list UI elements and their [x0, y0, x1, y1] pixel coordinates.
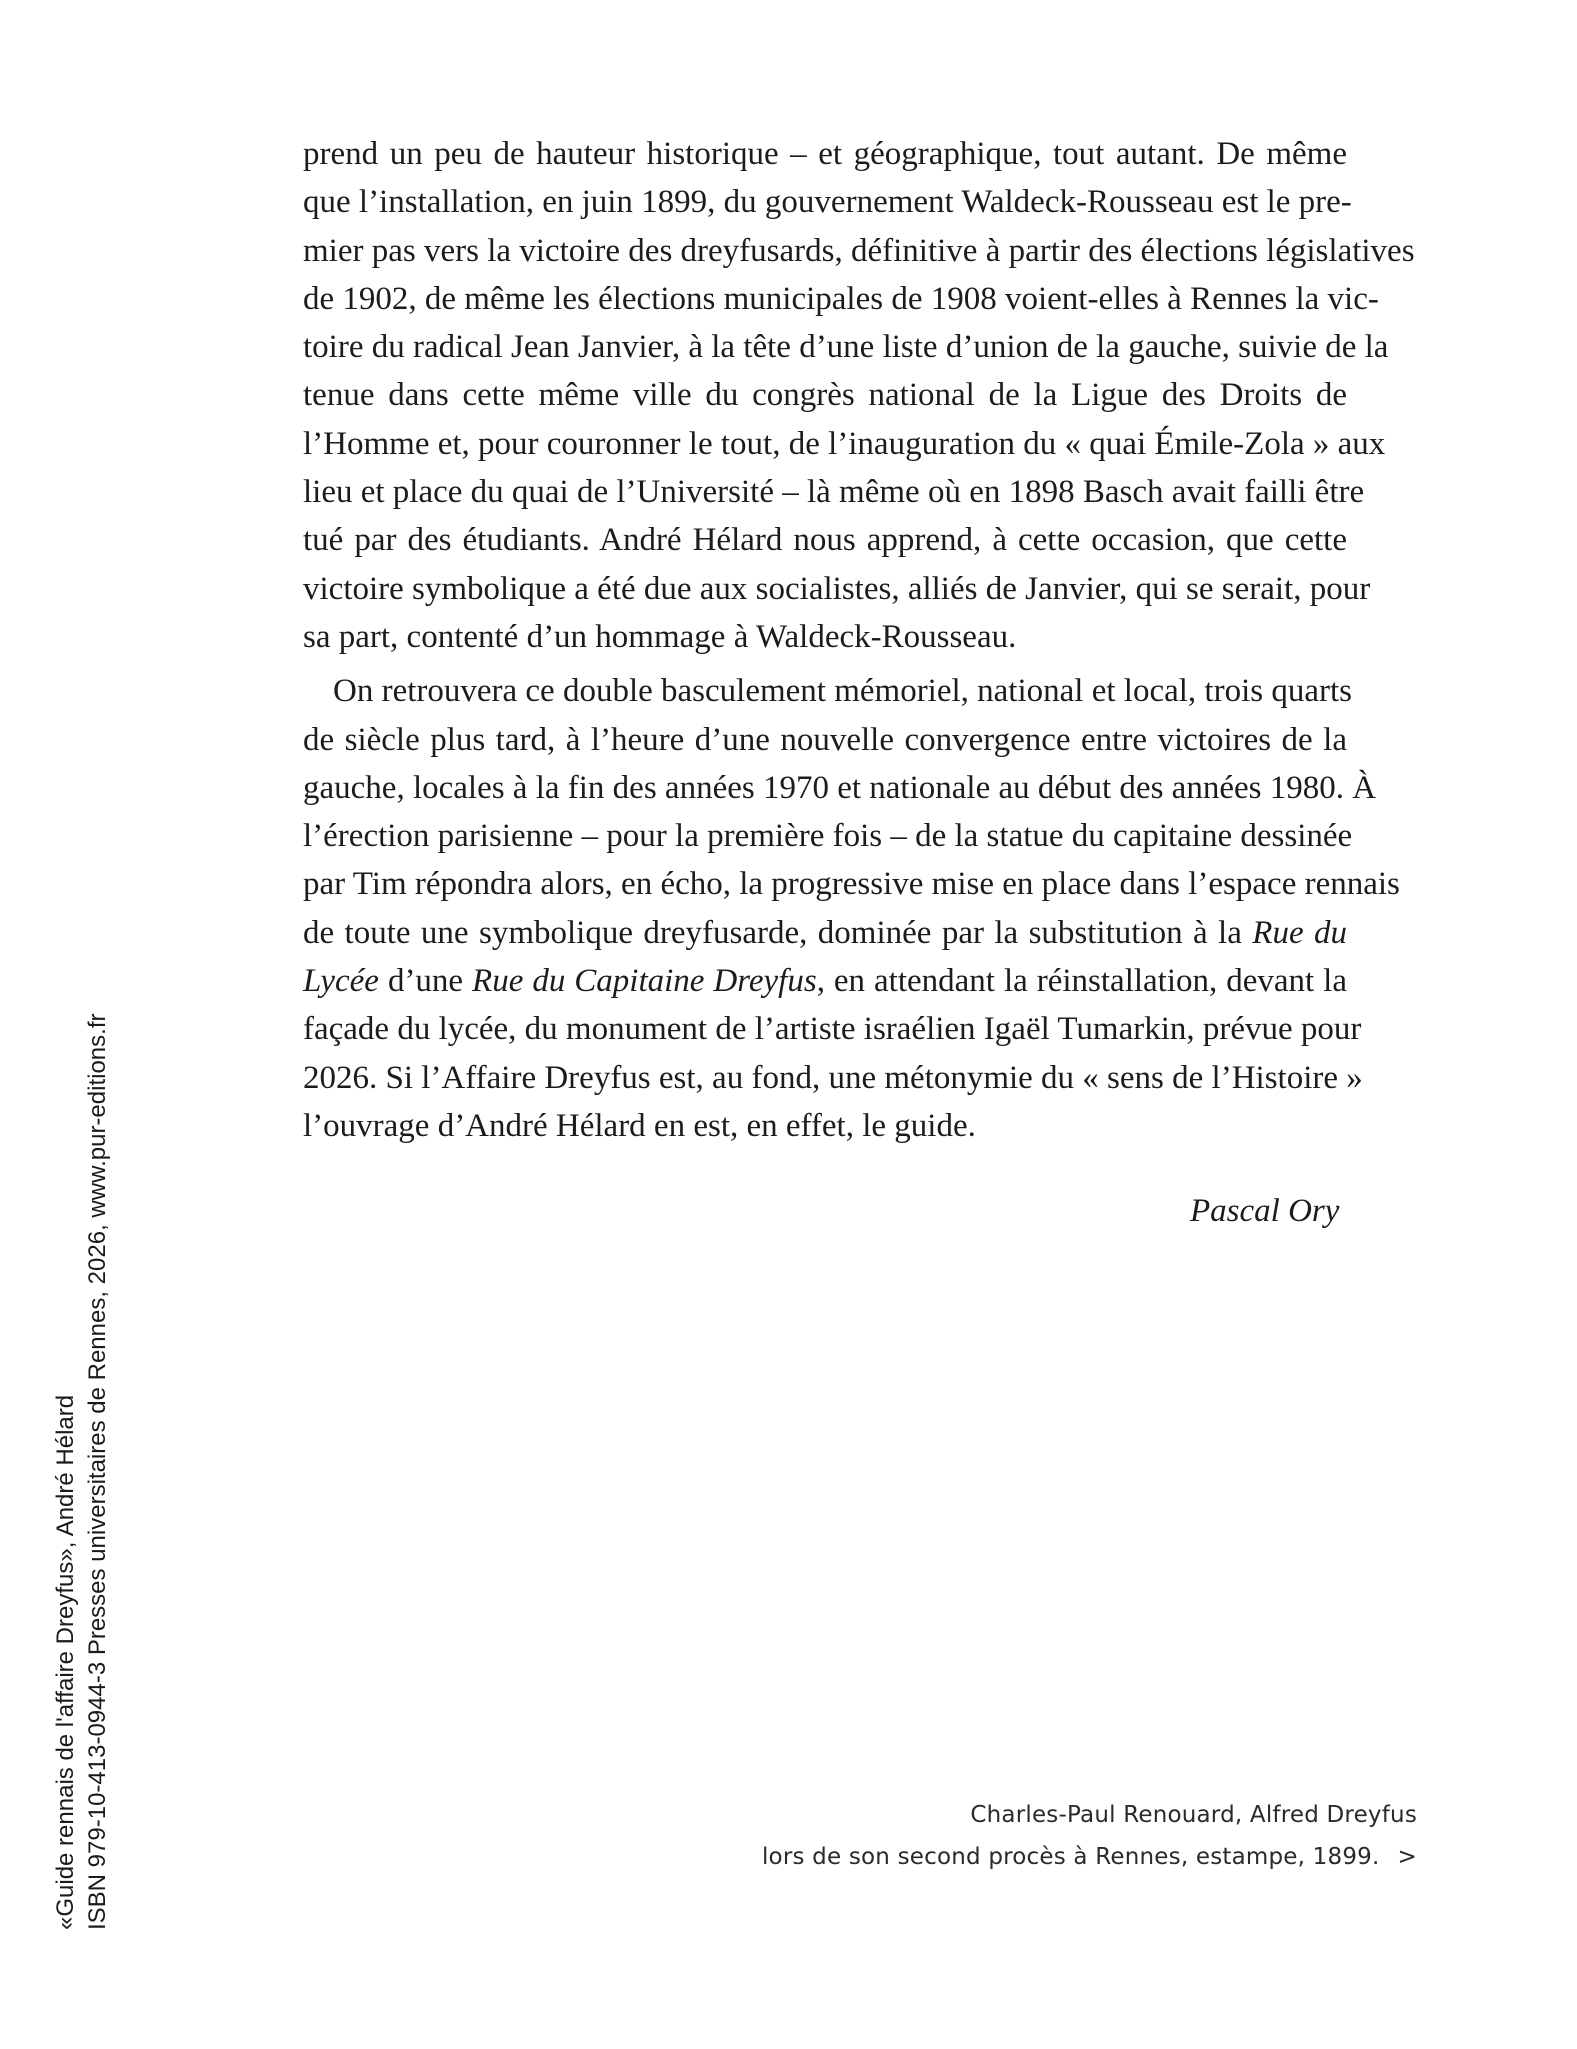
caption-text: lors de son second procès à Rennes, estampe, 1899.: [761, 1844, 1380, 1870]
text-line: sa part, contenté d’un hommage à Waldeck-Rousseau.: [303, 618, 1017, 655]
image-caption: [762, 1794, 1417, 1878]
text-line: l’ouvrage d’André Hélard en est, en effet, le guide.: [303, 1107, 976, 1144]
text-line: l’Homme et, pour couronner le tout, de l’inauguration du « quai Émile-Zola » aux: [303, 425, 1386, 462]
text-line: gauche, locales à la fin des années 1970 et nationale au début des années 1980. À: [303, 769, 1377, 806]
text-run: d’une: [378, 963, 473, 1000]
text-line: [303, 957, 1347, 1005]
street-name-italic: Rue du: [1252, 914, 1347, 951]
caption-line: [762, 1836, 1417, 1878]
text-run: , en attendant la réinstallation, devant la: [816, 963, 1347, 1000]
street-name-italic: Lycée: [303, 963, 379, 1000]
text-line: tenue dans cette même ville du congrès national de la Ligue des Droits de: [303, 377, 1347, 414]
text-line: que l’installation, en juin 1899, du gouvernement Waldeck-Rousseau est le pre-: [303, 184, 1352, 221]
text-line: de siècle plus tard, à l’heure d’une nouvelle convergence entre victoires de la: [303, 721, 1347, 758]
next-arrow-icon: >: [1397, 1844, 1417, 1870]
text-line: de 1902, de même les élections municipales de 1908 voient-elles à Rennes la vic-: [303, 280, 1379, 317]
text-line: mier pas vers la victoire des dreyfusards, définitive à partir des élections législatives: [303, 232, 1415, 269]
text-line: On retrouvera ce double basculement mémoriel, national et local, trois quarts: [333, 673, 1352, 710]
text-line: façade du lycée, du monument de l’artiste israélien Igaël Tumarkin, prévue pour: [303, 1011, 1362, 1048]
text-line: lieu et place du quai de l’Université – là même où en 1898 Basch avait failli être: [303, 474, 1365, 511]
text-line: tué par des étudiants. André Hélard nous apprend, à cette occasion, que cette: [303, 522, 1347, 559]
paragraph-2: [303, 667, 1400, 1150]
credit-line: «Guide rennais de l'affaire Dreyfus», André Hélard: [52, 1394, 79, 1930]
text-line: par Tim répondra alors, en écho, la progressive mise en place dans l’espace rennais: [303, 866, 1400, 903]
caption-line: Charles-Paul Renouard, Alfred Dreyfus: [970, 1802, 1417, 1828]
text-run: de toute une symbolique dreyfusarde, dominée par la substitution à la: [303, 914, 1253, 951]
street-name-italic: Rue du Capitaine Dreyfus: [472, 963, 817, 1000]
text-line: 2026. Si l’Affaire Dreyfus est, au fond, une métonymie du « sens de l’Histoire »: [303, 1059, 1363, 1096]
text-line: prend un peu de hauteur historique – et géographique, tout autant. De même: [303, 136, 1347, 172]
publisher-credit: [50, 1014, 114, 1930]
credit-line: ISBN 979-10-413-0944-3 Presses universitaires de Rennes, 2026, www.pur-editions.fr: [84, 1013, 111, 1930]
author-signature: Pascal Ory: [1190, 1193, 1340, 1229]
text-line: [303, 909, 1347, 957]
body-text: [303, 130, 1415, 1150]
text-line: toire du radical Jean Janvier, à la tête d’une liste d’union de la gauche, suivie de la: [303, 329, 1389, 366]
paragraph-1: [303, 130, 1415, 661]
text-line: l’érection parisienne – pour la première fois – de la statue du capitaine dessinée: [303, 818, 1353, 855]
text-line: victoire symbolique a été due aux socialistes, alliés de Janvier, qui se serait, pour: [303, 570, 1371, 607]
